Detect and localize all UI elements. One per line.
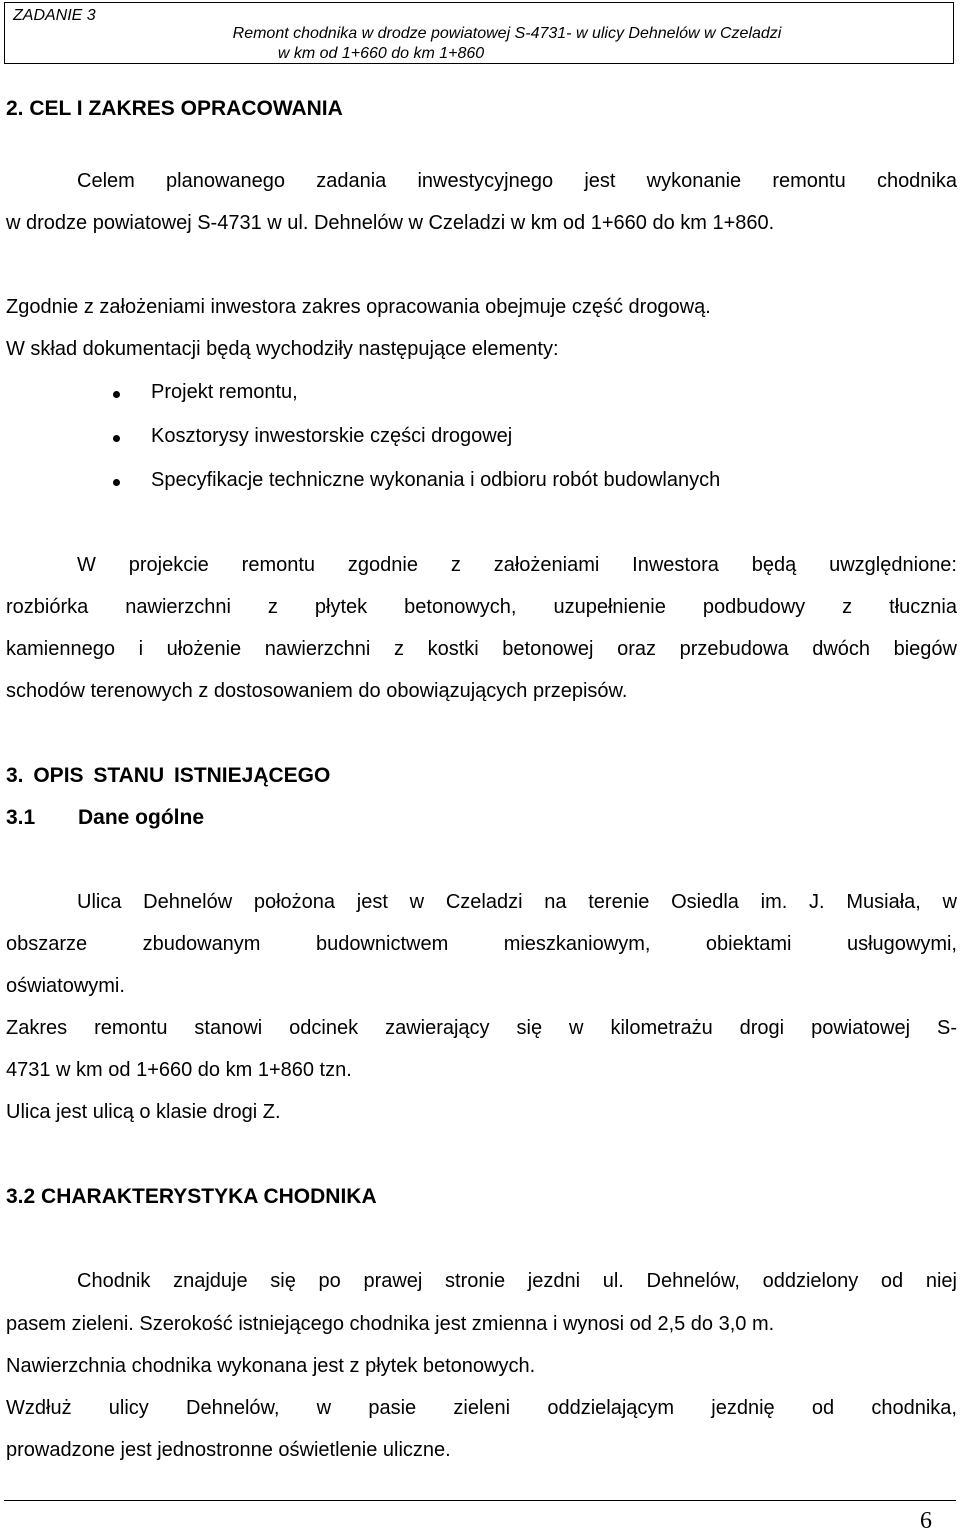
subsection-3-1-title: Dane ogólne [78,806,205,829]
section-2-paragraph-4-line-1: W projekcie remontu zgodnie z założeniami Inwestora będą uwzględnione: [77,554,957,576]
section-3-paragraph-1-line-3: oświatowymi. [6,975,125,997]
section-3-paragraph-4-line-2: pasem zieleni. Szerokość istniejącego chodnika jest zmienna i wynosi od 2,5 do 3,0 m. [6,1313,775,1335]
page-number: 6 [920,1508,932,1534]
section-3-paragraph-2-line-1: Zakres remontu stanowi odcinek zawierający się w kilometrażu drogi powiatowej S- [6,1017,957,1039]
section-3-paragraph-1-line-2: obszarze zbudowanym budownictwem mieszkaniowym, obiektami usługowymi, [6,933,957,955]
section-2-paragraph-1-line-2: w drodze powiatowej S-4731 w ul. Dehnelów w Czeladzi w km od 1+660 do km 1+860. [6,212,775,234]
section-3-paragraph-3: Ulica jest ulicą o klasie drogi Z. [6,1101,281,1123]
header-title-line1: Remont chodnika w drodze powiatowej S-4731- w ulicy Dehnelów w Czeladzi [232,25,782,42]
section-2-paragraph-2: Zgodnie z założeniami inwestora zakres opracowania obejmuje część drogową. [6,296,711,318]
footer-divider [4,1500,956,1501]
section-3-paragraph-6-line-1: Wzdłuż ulicy Dehnelów, w pasie zieleni oddzielającym jezdnię od chodnika, [6,1397,957,1419]
bullet-icon [113,391,120,398]
page-header [4,2,954,64]
bullet-icon [113,479,120,486]
list-item-text: Specyfikacje techniczne wykonania i odbioru robót budowlanych [151,469,721,491]
section-3-paragraph-5: Nawierzchnia chodnika wykonana jest z płytek betonowych. [6,1355,536,1377]
section-2-paragraph-4-line-4: schodów terenowych z dostosowaniem do obowiązujących przepisów. [6,680,628,702]
section-2-heading: 2. CEL I ZAKRES OPRACOWANIA [6,97,343,120]
section-3-paragraph-4-line-1: Chodnik znajduje się po prawej stronie jezdni ul. Dehnelów, oddzielony od niej [77,1270,957,1292]
section-2-paragraph-3: W skład dokumentacji będą wychodziły następujące elementy: [6,338,559,360]
section-3-heading: 3. OPIS STANU ISTNIEJĄCEGO [6,764,331,787]
subsection-3-1-number: 3.1 [6,806,36,829]
section-3-paragraph-1-line-1: Ulica Dehnelów położona jest w Czeladzi na terenie Osiedla im. J. Musiała, w [77,891,957,913]
header-label: ZADANIE 3 [13,7,96,24]
subsection-3-1-heading [6,806,204,830]
header-title-line2: w km od 1+660 do km 1+860 [277,45,485,62]
list-item-text: Projekt remontu, [151,381,298,403]
section-2-paragraph-4-line-2: rozbiórka nawierzchni z płytek betonowych, uzupełnienie podbudowy z tłucznia [6,596,957,618]
section-3-paragraph-2-line-2: 4731 w km od 1+660 do km 1+860 tzn. [6,1059,352,1081]
section-2-paragraph-4-line-3: kamiennego i ułożenie nawierzchni z kostki betonowej oraz przebudowa dwóch biegów [6,638,957,660]
section-2-paragraph-1-line-1: Celem planowanego zadania inwestycyjnego jest wykonanie remontu chodnika [77,170,957,192]
section-3-paragraph-6-line-2: prowadzone jest jednostronne oświetlenie uliczne. [6,1439,451,1461]
list-item-text: Kosztorysy inwestorskie części drogowej [151,425,513,447]
subsection-3-2-heading: 3.2 CHARAKTERYSTYKA CHODNIKA [6,1185,377,1208]
bullet-icon [113,435,120,442]
